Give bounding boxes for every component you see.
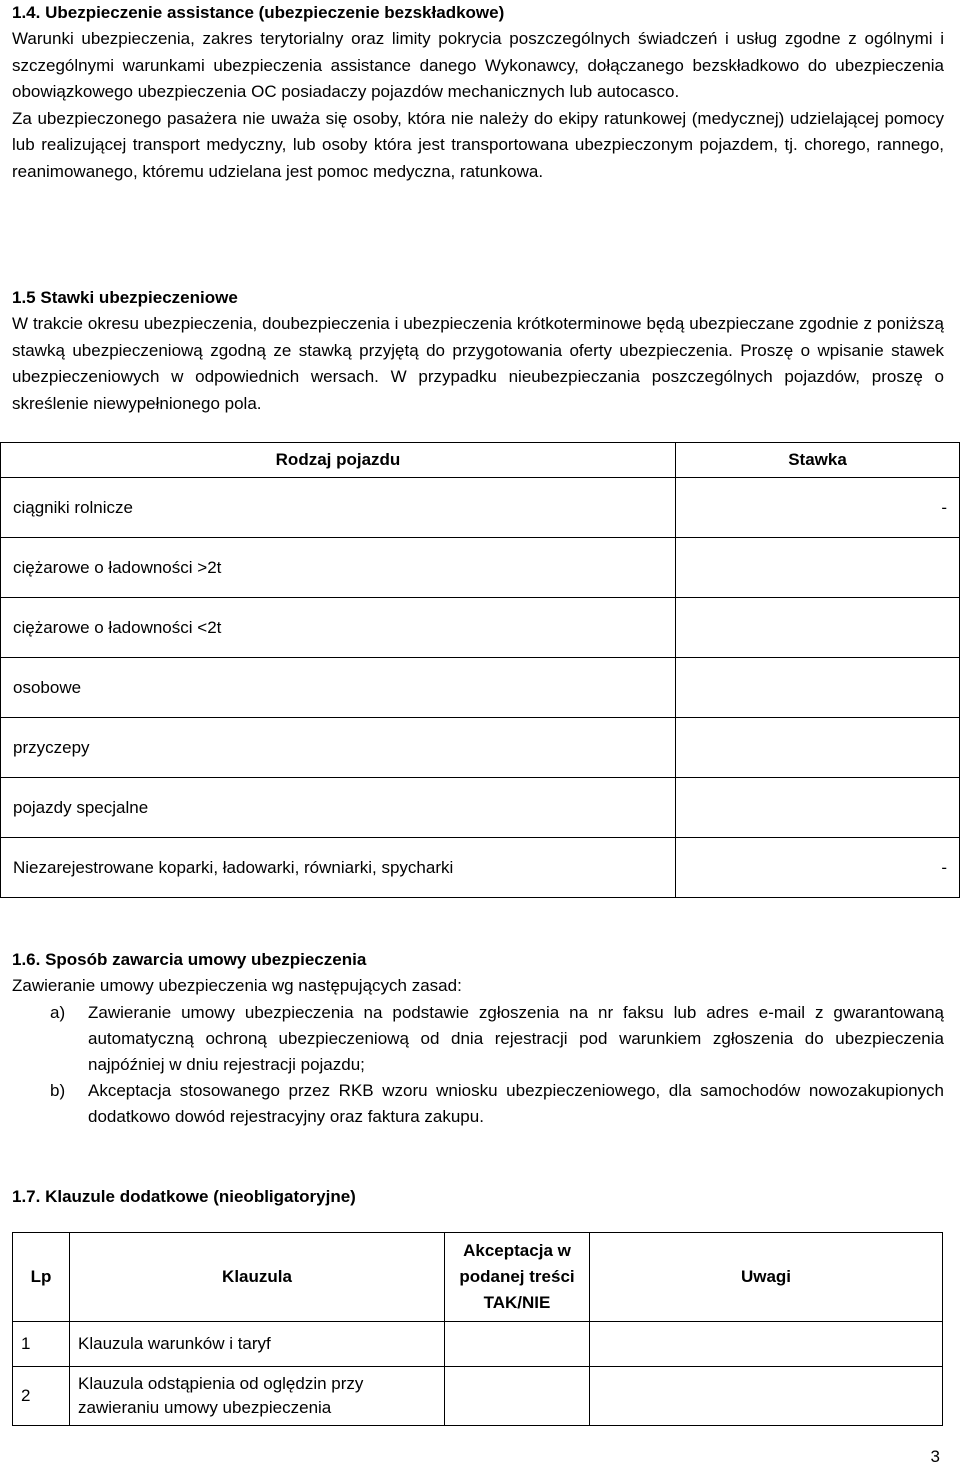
clause-cell: Klauzula odstąpienia od oględzin przy zawieraniu umowy ubezpieczenia <box>70 1367 445 1426</box>
rate-cell[interactable] <box>676 658 960 718</box>
column-header-clause: Klauzula <box>70 1233 445 1322</box>
table-header-row <box>1 443 960 478</box>
lp-cell: 1 <box>13 1322 70 1367</box>
section-title: 1.5 Stawki ubezpieczeniowe <box>12 288 238 307</box>
section-title: 1.6. Sposób zawarcia umowy ubezpieczenia <box>12 950 367 969</box>
acceptance-cell[interactable] <box>445 1367 590 1426</box>
paragraph: Warunki ubezpieczenia, zakres terytorialny oraz limity pokrycia poszczególnych świadczeń i usług zgodne z ogólnymi i szczególnymi warunkami ubezpieczenia assistance danego Wykonawcy, dołączanego bezskładkowo do ubezpieczenia obowiązkowego ubezpieczenia OC posiadaczy pojazdów mechanicznych lub autocasco. <box>12 29 944 101</box>
table-row <box>1 658 960 718</box>
rates-table <box>0 442 960 898</box>
list-item-text: Zawieranie umowy ubezpieczenia na podstawie zgłoszenia na nr faksu lub adres e-mail z gwarantowaną automatyczną ochroną ubezpieczeniową od dnia rejestracji pod warunkiem zgłoszenia do ubezpieczenia najpóźniej w dniu rejestracji pojazdu; <box>88 1002 944 1074</box>
table-row <box>1 478 960 538</box>
vehicle-type-cell: ciężarowe o ładowności >2t <box>1 538 676 598</box>
list-item <box>12 1000 944 1078</box>
rate-cell[interactable]: - <box>676 838 960 898</box>
table-row <box>13 1322 943 1367</box>
paragraph: W trakcie okresu ubezpieczenia, doubezpieczenia i ubezpieczenia krótkoterminowe będą ubezpieczane zgodnie z poniższą stawką ubezpieczeniową zgodną ze stawką przyjętą do przygotowania oferty ubezpieczenia. Proszę o wpisanie stawek ubezpieczeniowych w odpowiednich wersach. W przypadku nieubezpieczania poszczególnych pojazdów, proszę o skreślenie niewypełnionego pola. <box>12 314 944 413</box>
table-row <box>1 778 960 838</box>
column-header-acceptance: Akceptacja w podanej treści TAK/NIE <box>445 1233 590 1322</box>
rate-cell[interactable] <box>676 598 960 658</box>
notes-cell[interactable] <box>590 1322 943 1367</box>
section-1-6 <box>12 947 944 1130</box>
vehicle-type-cell: ciągniki rolnicze <box>1 478 676 538</box>
page-number: 3 <box>930 1447 940 1466</box>
section-title: 1.4. Ubezpieczenie assistance (ubezpieczenie bezskładkowe) <box>12 3 505 22</box>
column-header-notes: Uwagi <box>590 1233 943 1322</box>
lp-cell: 2 <box>13 1367 70 1426</box>
vehicle-type-cell: Niezarejestrowane koparki, ładowarki, równiarki, spycharki <box>1 838 676 898</box>
rate-cell[interactable] <box>676 778 960 838</box>
rate-cell[interactable] <box>676 718 960 778</box>
table-row <box>1 538 960 598</box>
vehicle-type-cell: osobowe <box>1 658 676 718</box>
list-marker: b) <box>50 1080 66 1100</box>
list-item-text: Akceptacja stosowanego przez RKB wzoru wniosku ubezpieczeniowego, dla samochodów nowozakupionych dodatkowo dowód rejestracyjny oraz faktura zakupu. <box>88 1080 944 1126</box>
table-row <box>13 1367 943 1426</box>
paragraph: Zawieranie umowy ubezpieczenia wg następujących zasad: <box>12 976 462 995</box>
notes-cell[interactable] <box>590 1367 943 1426</box>
vehicle-type-cell: przyczepy <box>1 718 676 778</box>
table-row <box>1 598 960 658</box>
conditions-list <box>12 1000 944 1130</box>
section-title: 1.7. Klauzule dodatkowe (nieobligatoryjne) <box>12 1187 356 1206</box>
clause-cell: Klauzula warunków i taryf <box>70 1322 445 1367</box>
paragraph: Za ubezpieczonego pasażera nie uważa się osoby, która nie należy do ekipy ratunkowej (medycznej) udzielającej pomocy lub realizującej transport medyczny, lub osoby która jest transportowana ubezpieczonym pojazdem, tj. chorego, rannego, reanimowanego, któremu udzielana jest pomoc medyczna, ratunkowa. <box>12 108 944 181</box>
column-header-rate: Stawka <box>676 443 960 478</box>
vehicle-type-cell: ciężarowe o ładowności <2t <box>1 598 676 658</box>
table-row <box>1 838 960 898</box>
list-item <box>12 1078 944 1130</box>
list-marker: a) <box>50 1002 66 1022</box>
section-1-4 <box>12 0 944 185</box>
section-1-7 <box>12 1184 944 1210</box>
vehicle-type-cell: pojazdy specjalne <box>1 778 676 838</box>
table-header-row <box>13 1233 943 1322</box>
column-header-lp: Lp <box>13 1233 70 1322</box>
rate-cell[interactable]: - <box>676 478 960 538</box>
table-row <box>1 718 960 778</box>
acceptance-cell[interactable] <box>445 1322 590 1367</box>
clauses-table <box>12 1232 943 1426</box>
section-1-5 <box>12 285 944 417</box>
column-header-vehicle-type: Rodzaj pojazdu <box>1 443 676 478</box>
rate-cell[interactable] <box>676 538 960 598</box>
